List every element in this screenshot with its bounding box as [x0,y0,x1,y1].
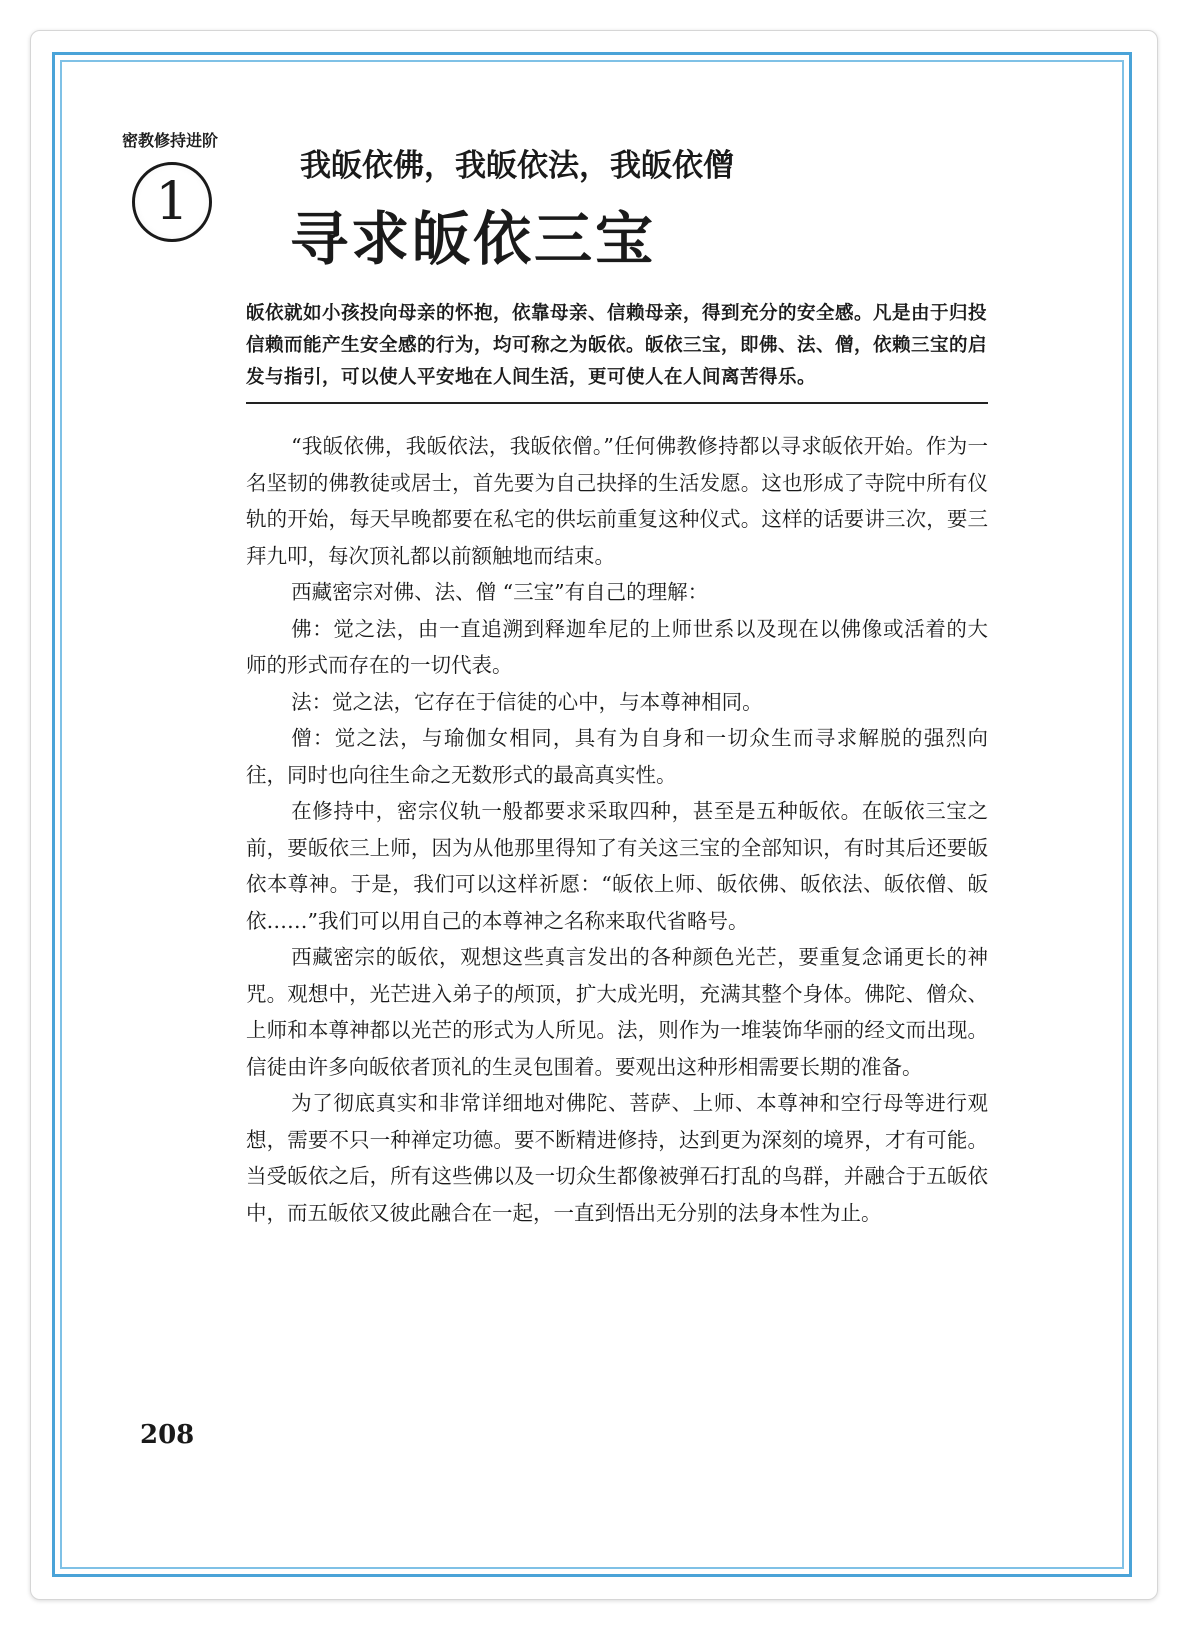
page-subtitle: 我皈依佛，我皈依法，我皈依僧 [300,148,734,184]
page-number: 208 [140,1420,195,1450]
body-paragraph: 佛：觉之法，由一直追溯到释迦牟尼的上师世系以及现在以佛像或活着的大师的形式而存在的一切代表。 [246,616,988,677]
body-paragraph: 在修持中，密宗仪轨一般都要求采取四种，甚至是五种皈依。在皈依三宝之前，要皈依三上师，因为从他那里得知了有关这三宝的全部知识，有时其后还要皈依本尊神。于是，我们可以这样祈愿：“皈依上师、皈依佛、皈依法、皈依僧、皈依……”我们可以用自己的本尊神之名称来取代省略号。 [246,799,988,933]
chapter-number-circle: 1 [132,162,212,242]
body-paragraph: “我皈依佛，我皈依法，我皈依僧。”任何佛教修持都以寻求皈依开始。作为一名坚韧的佛教徒或居士，首先要为自己抉择的生活发愿。这也形成了寺院中所有仪轨的开始，每天早晚都要在私宅的供坛前重复这种仪式。这样的话要讲三次，要三拜九叩，每次顶礼都以前额触地而结束。 [246,434,988,568]
body-paragraph: 法：觉之法，它存在于信徒的心中，与本尊神相同。 [291,689,763,714]
intro-paragraph: 皈依就如小孩投向母亲的怀抱，依靠母亲、信赖母亲，得到充分的安全感。凡是由于归投信赖而能产生安全感的行为，均可称之为皈依。皈依三宝，即佛、法、僧，依赖三宝的启发与指引，可以使人平安地在人间生活，更可使人在人间离苦得乐。 [246,303,988,388]
body-text [246,428,988,1231]
body-paragraph: 西藏密宗的皈依，观想这些真言发出的各种颜色光芒，要重复念诵更长的神咒。观想中，光芒进入弟子的颅顶，扩大成光明，充满其整个身体。佛陀、僧众、上师和本尊神都以光芒的形式为人所见。法，则作为一堆装饰华丽的经文而出现。信徒由许多向皈依者顶礼的生灵包围着。要观出这种形相需要长期的准备。 [246,945,988,1079]
chapter-badge [120,156,224,260]
page-title: 寻求皈依三宝 [290,205,657,273]
body-paragraph: 为了彻底真实和非常详细地对佛陀、菩萨、上师、本尊神和空行母等进行观想，需要不只一种禅定功德。要不断精进修持，达到更为深刻的境界，才有可能。当受皈依之后，所有这些佛以及一切众生都像被弹石打乱的鸟群，并融合于五皈依中，而五皈依又彼此融合在一起，一直到悟出无分别的法身本性为止。 [246,1091,988,1225]
section-kicker: 密教修持进阶 [122,131,219,150]
body-paragraph: 僧：觉之法，与瑜伽女相同，具有为自身和一切众生而寻求解脱的强烈向往，同时也向往生命之无数形式的最高真实性。 [246,726,988,787]
divider-rule [246,402,988,404]
body-paragraph: 西藏密宗对佛、法、僧 “三宝”有自己的理解： [291,580,709,604]
